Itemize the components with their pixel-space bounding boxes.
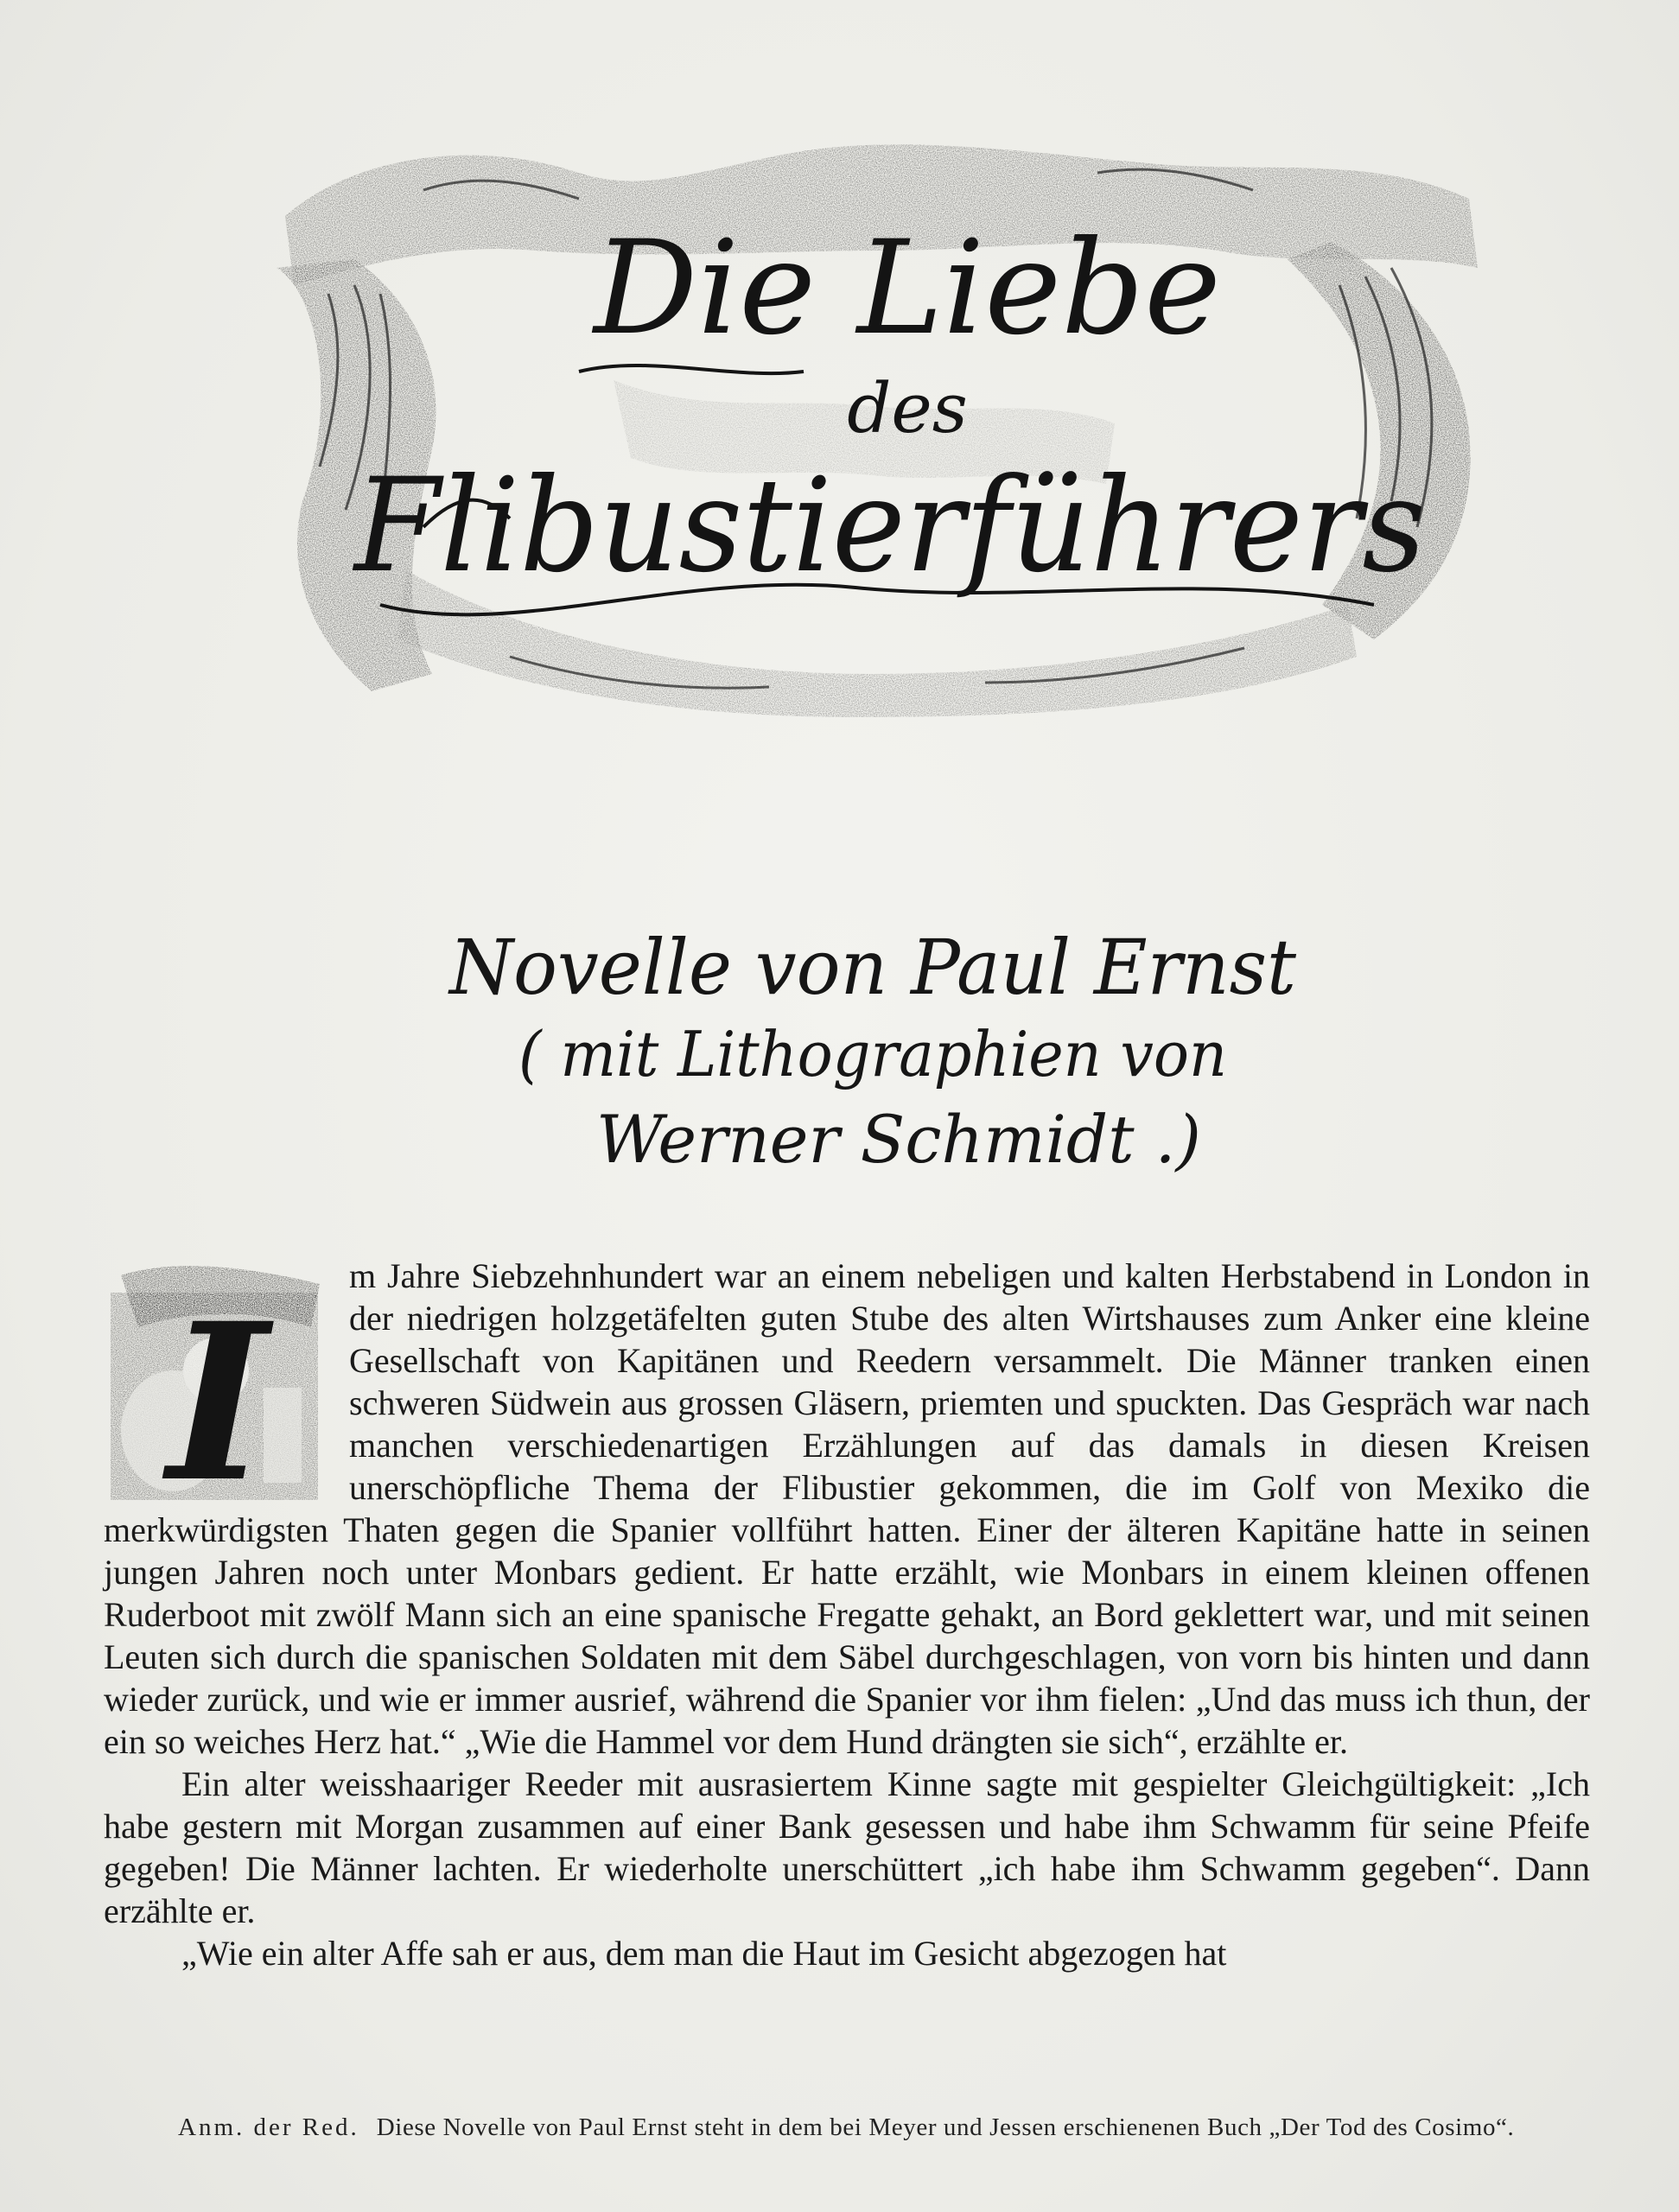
subtitle (406, 916, 1339, 1192)
paragraph-3: „Wie ein alter Affe sah er aus, dem man die Haut im Gesicht abgezogen hat (181, 1934, 1227, 1973)
title-lithograph (251, 121, 1504, 717)
article-body (104, 1255, 1590, 1974)
title-vignette (251, 121, 1504, 717)
subtitle-line3: Werner Schmidt .) (596, 1101, 1201, 1178)
dropcap-illustration (104, 1258, 330, 1509)
paragraph-1: m Jahre Siebzehnhundert war an einem nebeligen und kalten Herbstabend in London in der niedrigen holzgetäfelten guten Stube des alten Wirtshauses zum Anker eine kleine Gesellschaft von Kapitänen und Reedern versammelt. Die Männer tranken einen schweren Südwein aus grossen Gläsern, priemten und spuckten. Das Gespräch war nach manchen verschiedenartigen Erzählungen auf das damals in diesen Kreisen unerschöpfliche Thema der Flibustier gekommen, die im Golf von Mexiko die merkwürdigsten Thaten gegen die Spanier vollführt hatten. Einer der älteren Kapitäne hatte in seinen jungen Jahren noch unter Monbars gedient. Er hatte erzählt, wie Monbars in einem kleinen offenen Ruderboot mit zwölf Mann sich an eine spanische Fregatte gehakt, an Bord geklettert war, und mit seinen Leuten sich durch die spanischen Soldaten mit dem Säbel durchgeschlagen, von vorn bis hinten und dann wieder zurück, und wie er immer ausrief, während die Spanier vor ihm fielen: „Und das muss ich thun, der ein so weiches Herz hat.“ „Wie die Hammel vor dem Hund drängten sie sich“, erzählte er. (104, 1256, 1590, 1761)
subtitle-line1: Novelle von Paul Ernst (448, 923, 1297, 1012)
dropcap-letter: I (167, 1275, 269, 1509)
footnote (104, 2110, 1590, 2145)
title-line1: Die Liebe (594, 213, 1221, 364)
paragraph-2: Ein alter weisshaariger Reeder mit ausrasiertem Kinne sagte mit gespielter Gleichgültigkeit: „Ich habe gestern mit Morgan zusammen auf einer Bank gesessen und habe ihm Schwamm für seine Pfeife gegeben! Die Männer lachten. Er wiederholte unerschüttert „ich habe ihm Schwamm gegeben“. Dann erzählte er. (104, 1764, 1590, 1930)
subtitle-script (406, 916, 1339, 1192)
title-line2: des (847, 368, 968, 448)
subtitle-line2: ( mit Lithographien von (518, 1018, 1227, 1090)
footnote-text: Diese Novelle von Paul Ernst steht in dem bei Meyer und Jessen erschienenen Buch „Der Tod des Cosimo“. (376, 2113, 1515, 2141)
footnote-label: Anm. der Red. (178, 2113, 359, 2141)
title-line3: Flibustierführers (352, 451, 1427, 601)
dropcap-lithograph (104, 1258, 330, 1509)
